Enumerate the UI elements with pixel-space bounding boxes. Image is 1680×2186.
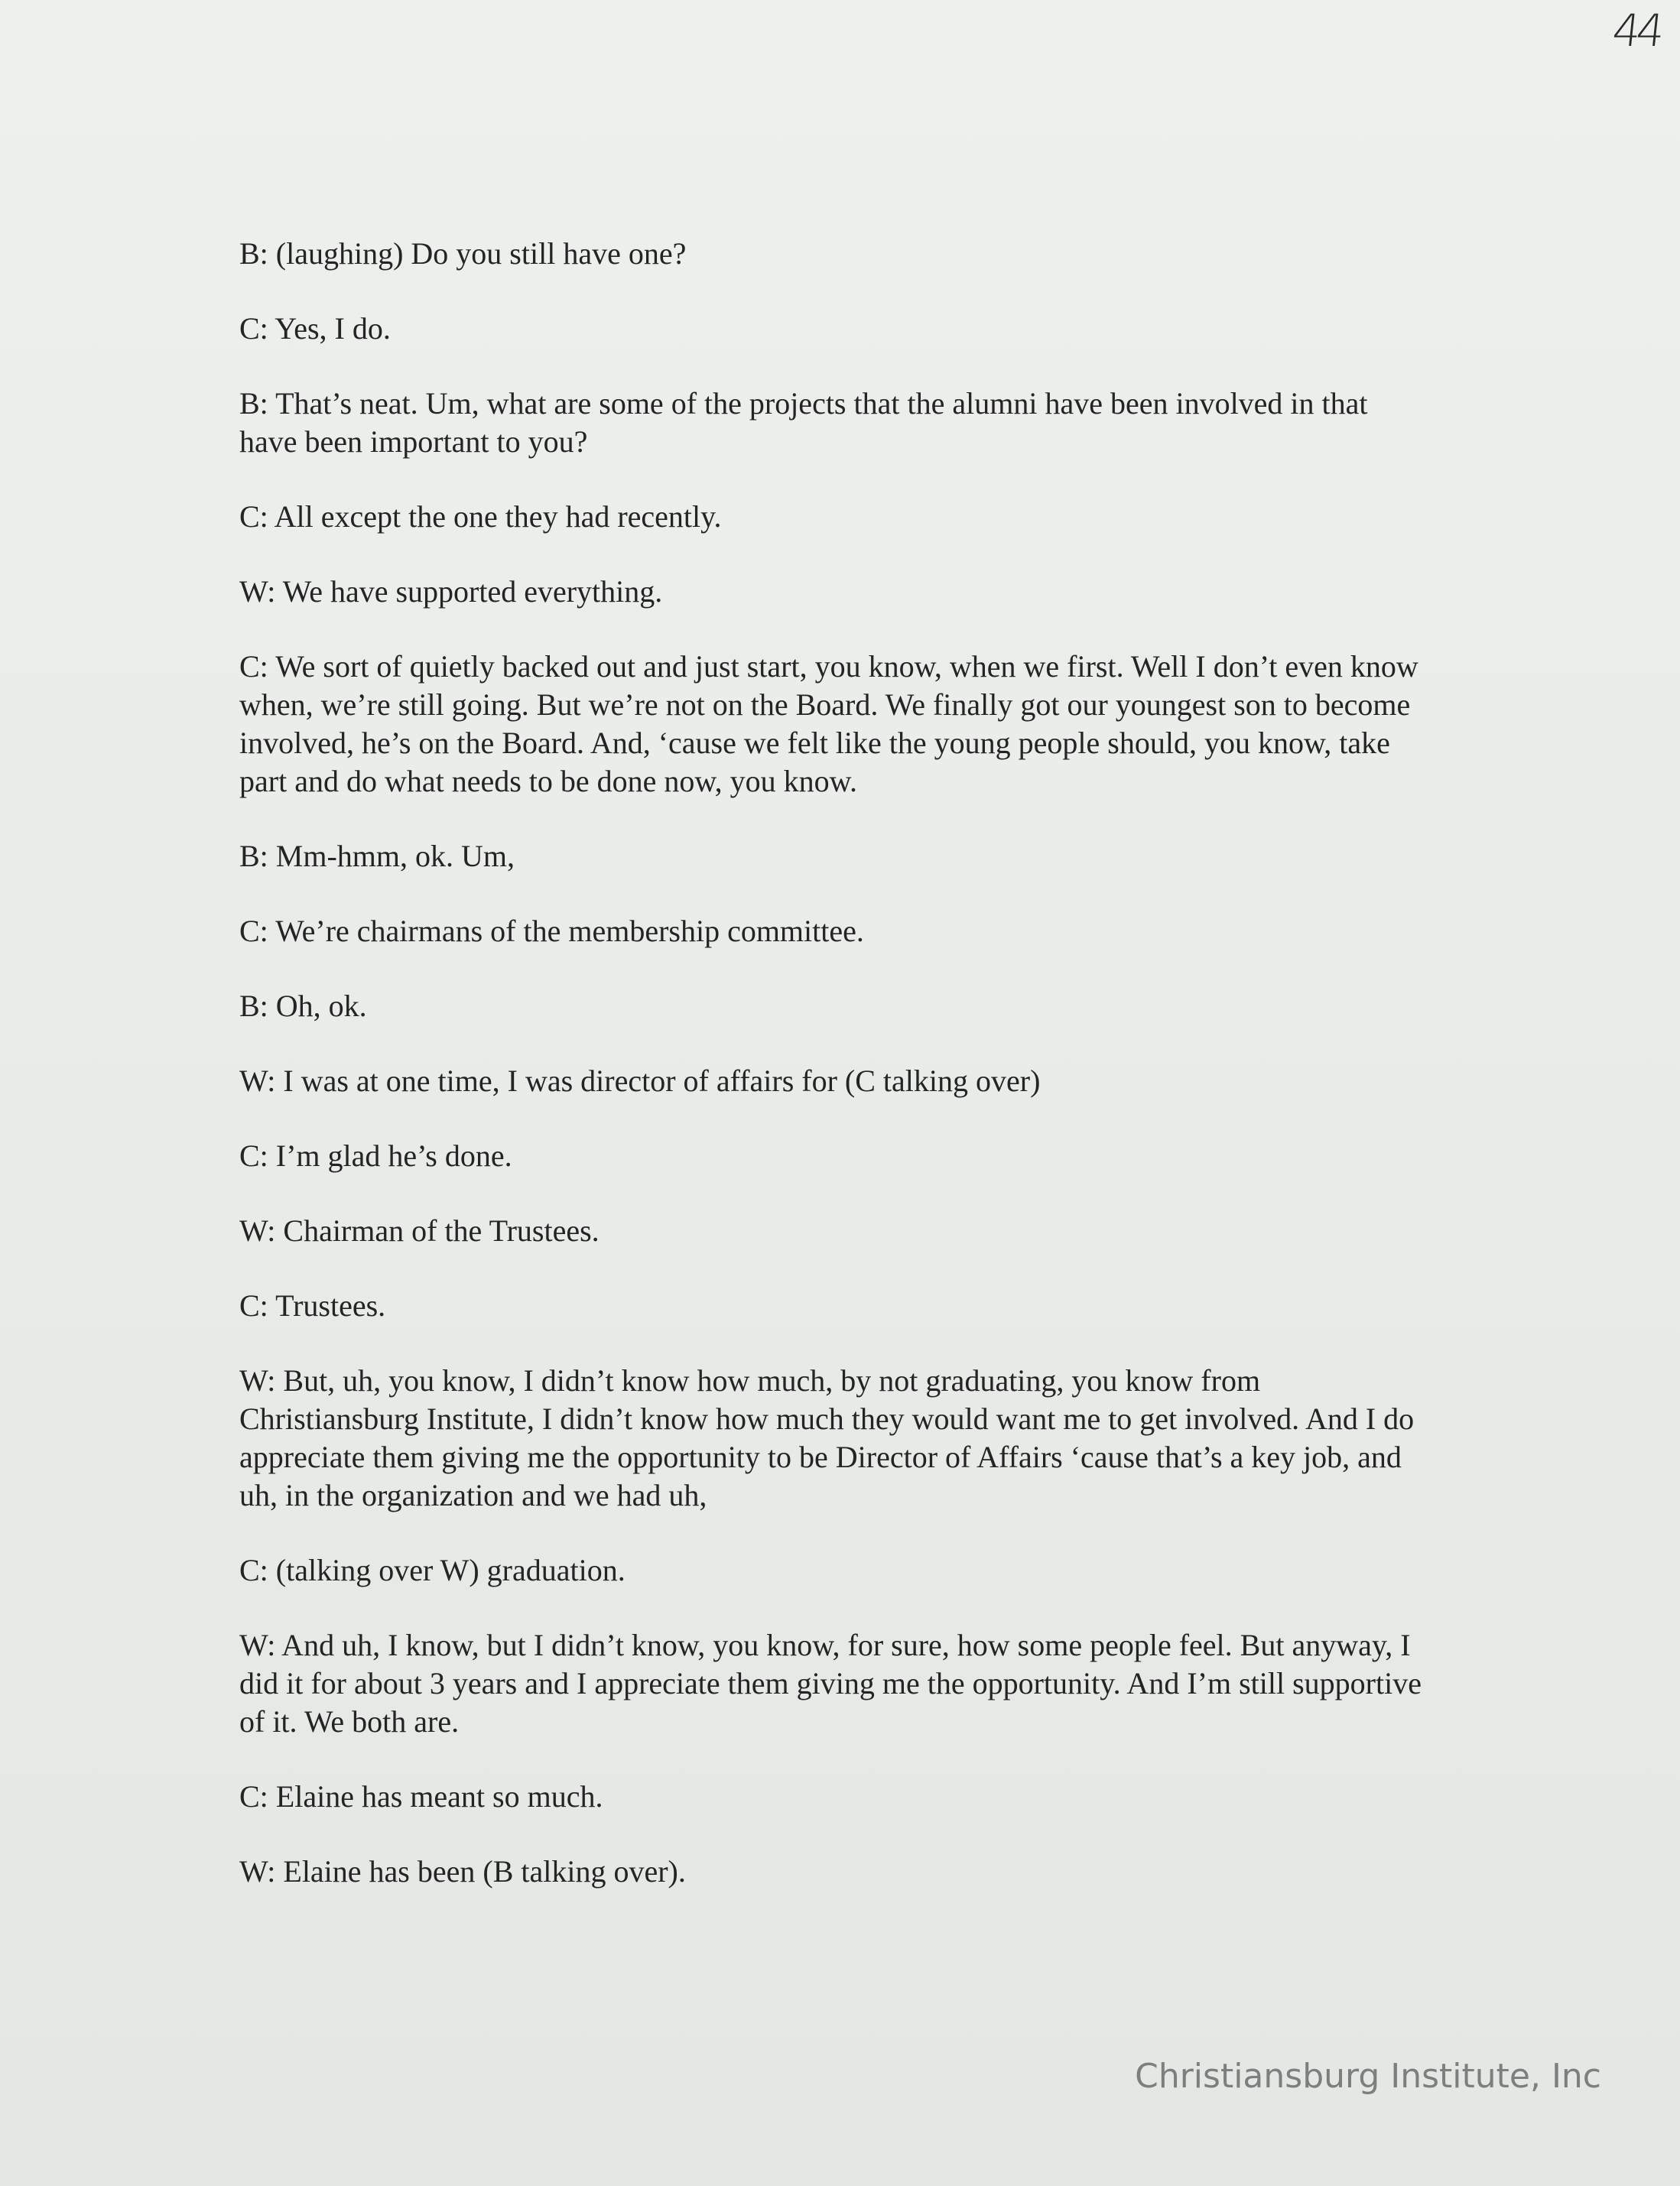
transcript-entry: W: I was at one time, I was director of affairs for (C talking over) bbox=[239, 1064, 1041, 1098]
watermark: Christiansburg Institute, Inc bbox=[1135, 2057, 1601, 2096]
transcript-entry: W: And uh, I know, but I didn’t know, you know, for sure, how some people feel. But anyway, I did it for about 3 years and I appreciate them giving me the opportunity. And I’m still supportive of it. We both are. bbox=[239, 1628, 1422, 1739]
transcript-entry: B: (laughing) Do you still have one? bbox=[239, 236, 687, 271]
transcript-entry: C: Elaine has meant so much. bbox=[239, 1779, 603, 1814]
transcript-entry: C: Trustees. bbox=[239, 1288, 386, 1323]
transcript-entry: C: We sort of quietly backed out and just start, you know, when we first. Well I don’t even know when, we’re still going. But we’re not on the Board. We finally got our youngest son to become involved, he’s on the Board. And, ‘cause we felt like the young people should, you know, take part and do what needs to be done now, you know. bbox=[239, 649, 1418, 798]
transcript-entry: W: Elaine has been (B talking over). bbox=[239, 1854, 686, 1889]
transcript-entry: B: That’s neat. Um, what are some of the projects that the alumni have been involved in that have been important to you? bbox=[239, 386, 1368, 459]
transcript-entry: C: Yes, I do. bbox=[239, 311, 391, 346]
transcript-body bbox=[239, 235, 1432, 1928]
transcript-entry: C: We’re chairmans of the membership committee. bbox=[239, 914, 864, 948]
transcript-entry: W: But, uh, you know, I didn’t know how much, by not graduating, you know from Christiansburg Institute, I didn’t know how much they would want me to get involved. And I do appreciate them giving me the opportunity to be Director of Affairs ‘cause that’s a key job, and uh, in the organization and we had uh, bbox=[239, 1363, 1415, 1512]
transcript-entry: W: We have supported everything. bbox=[239, 574, 663, 609]
transcript-entry: B: Mm-hmm, ok. Um, bbox=[239, 839, 515, 873]
transcript-entry: W: Chairman of the Trustees. bbox=[239, 1213, 600, 1248]
transcript-entry: C: I’m glad he’s done. bbox=[239, 1138, 512, 1173]
transcript-entry: C: All except the one they had recently. bbox=[239, 499, 722, 534]
transcript-entry: B: Oh, ok. bbox=[239, 989, 367, 1023]
transcript-entry: C: (talking over W) graduation. bbox=[239, 1553, 626, 1587]
handwritten-page-number: 44 bbox=[1610, 5, 1663, 57]
